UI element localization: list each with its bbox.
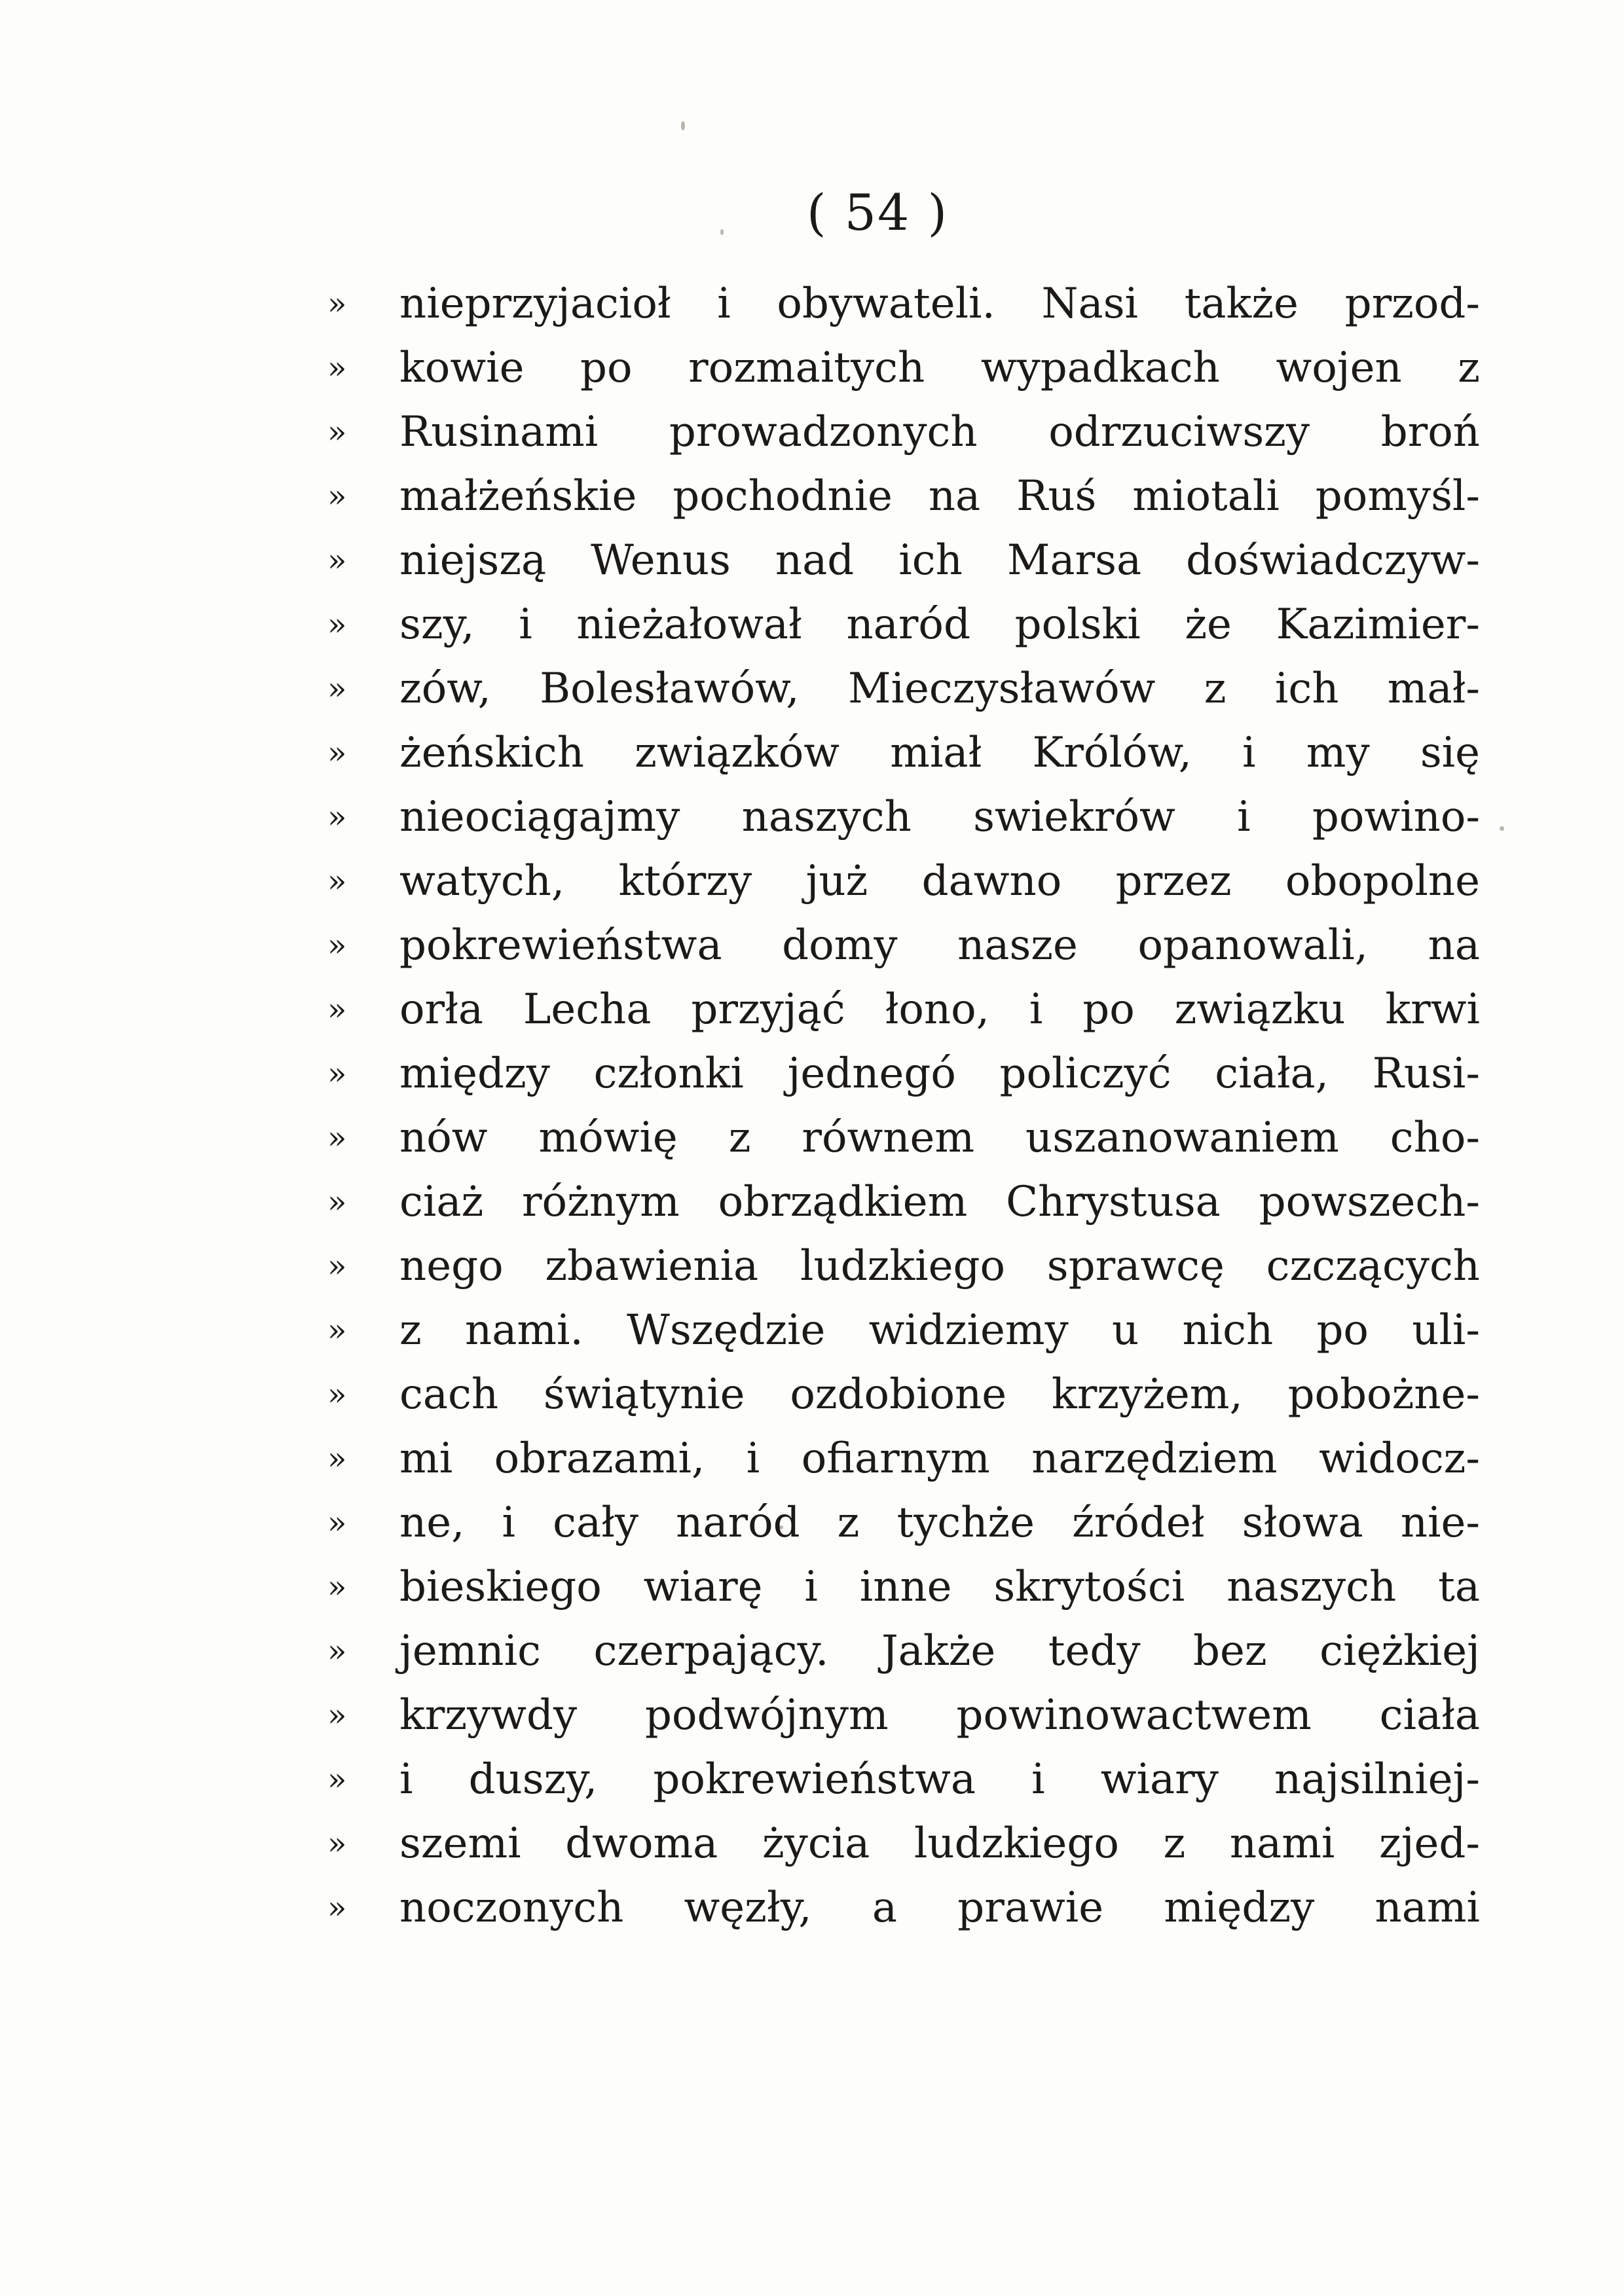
text-line	[327, 1491, 1480, 1555]
line-text: ciaż różnym obrządkiem Chrystusa powszech-	[399, 1178, 1480, 1226]
line-text: szemi dwoma życia ludzkiego z nami zjed-	[399, 1819, 1480, 1868]
text-line	[327, 657, 1480, 721]
line-text: między członki jednegó policzyć ciała, Rusi-	[399, 1049, 1480, 1098]
text-line	[327, 272, 1480, 336]
page-number: ( 54 )	[806, 183, 949, 242]
quotation-mark: »	[327, 927, 347, 964]
paper-speck	[1500, 826, 1504, 831]
line-text: pokrewieństwa domy nasze opanowali, na	[399, 921, 1480, 970]
text-line	[327, 1555, 1480, 1619]
line-text: ne, i cały naród z tychże źródeł słowa nie-	[399, 1499, 1480, 1547]
text-line	[327, 528, 1480, 592]
quotation-mark: »	[327, 1569, 347, 1605]
quotation-mark: »	[327, 1120, 347, 1156]
line-text: małżeńskie pochodnie na Ruś miotali pomyśl-	[399, 472, 1480, 520]
line-text: jemnic czerpający. Jakże tedy bez ciężkiej	[399, 1627, 1480, 1675]
line-text: nów mówię z równem uszanowaniem cho-	[399, 1114, 1480, 1162]
text-line	[327, 913, 1480, 977]
line-text: nieprzyjacioł i obywateli. Nasi także przod-	[399, 280, 1480, 328]
quotation-mark: »	[327, 1440, 347, 1477]
line-text: niejszą Wenus nad ich Marsa doświadczyw-	[399, 536, 1480, 585]
quotation-mark: »	[327, 799, 347, 835]
quotation-mark: »	[327, 350, 347, 386]
body-text	[327, 272, 1480, 1940]
text-line	[327, 1747, 1480, 1812]
paper-speck	[681, 121, 685, 130]
line-text: zów, Bolesławów, Mieczysławów z ich mał-	[399, 665, 1480, 713]
text-line	[327, 1683, 1480, 1747]
quotation-mark: »	[327, 478, 347, 515]
line-text: i duszy, pokrewieństwa i wiary najsilniej-	[399, 1755, 1480, 1804]
text-line	[327, 721, 1480, 785]
line-text: bieskiego wiarę i inne skrytości naszych ta	[399, 1563, 1480, 1611]
line-text: watych, którzy już dawno przez obopolne	[399, 857, 1480, 905]
text-line	[327, 1170, 1480, 1234]
text-line	[327, 1234, 1480, 1298]
line-text: Rusinami prowadzonych odrzuciwszy broń	[399, 408, 1480, 456]
quotation-mark: »	[327, 1697, 347, 1734]
quotation-mark: »	[327, 606, 347, 643]
text-line	[327, 1298, 1480, 1362]
quotation-mark: »	[327, 1889, 347, 1926]
line-text: nieociągajmy naszych swiekrów i powino-	[399, 793, 1480, 841]
quotation-mark: »	[327, 670, 347, 707]
text-line	[327, 336, 1480, 400]
quotation-mark: »	[327, 542, 347, 579]
text-line	[327, 1812, 1480, 1876]
text-line	[327, 849, 1480, 913]
quotation-mark: »	[327, 735, 347, 771]
text-line	[327, 1619, 1480, 1683]
quotation-mark: »	[327, 1504, 347, 1541]
line-text: kowie po rozmaitych wypadkach wojen z	[399, 344, 1480, 392]
line-text: żeńskich związków miał Królów, i my się	[399, 729, 1480, 777]
quotation-mark: »	[327, 285, 347, 322]
text-line	[327, 1106, 1480, 1170]
line-text: orła Lecha przyjąć łono, i po związku krwi	[399, 985, 1480, 1034]
line-text: krzywdy podwójnym powinowactwem ciała	[399, 1691, 1480, 1740]
text-line	[327, 592, 1480, 657]
line-text: noczonych węzły, a prawie między nami	[399, 1884, 1480, 1932]
paper-speck	[720, 229, 724, 235]
line-text: nego zbawienia ludzkiego sprawcę czczących	[399, 1242, 1480, 1290]
quotation-mark: »	[327, 1248, 347, 1285]
quotation-mark: »	[327, 414, 347, 450]
text-line	[327, 464, 1480, 528]
quotation-mark: »	[327, 991, 347, 1028]
quotation-mark: »	[327, 1376, 347, 1413]
line-text: z nami. Wszędzie widziemy u nich po uli-	[399, 1306, 1480, 1355]
line-text: szy, i nieżałował naród polski że Kazimier-	[399, 600, 1480, 649]
text-line	[327, 1876, 1480, 1940]
quotation-mark: »	[327, 1312, 347, 1349]
quotation-mark: »	[327, 1055, 347, 1092]
quotation-mark: »	[327, 1633, 347, 1669]
text-line	[327, 1427, 1480, 1491]
text-line	[327, 400, 1480, 464]
text-line	[327, 1042, 1480, 1106]
text-line	[327, 1362, 1480, 1427]
quotation-mark: »	[327, 863, 347, 900]
quotation-mark: »	[327, 1761, 347, 1798]
quotation-mark: »	[327, 1184, 347, 1220]
line-text: cach świątynie ozdobione krzyżem, pobożne-	[399, 1370, 1480, 1419]
line-text: mi obrazami, i ofiarnym narzędziem widocz-	[399, 1434, 1480, 1483]
text-line	[327, 785, 1480, 849]
quotation-mark: »	[327, 1825, 347, 1862]
text-line	[327, 977, 1480, 1042]
